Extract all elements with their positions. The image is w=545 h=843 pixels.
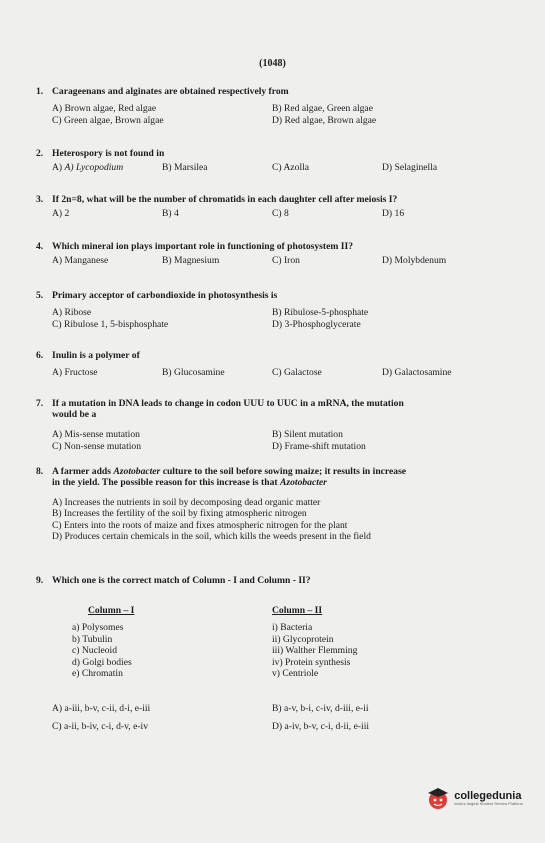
column-2-item: ii) Glycoprotein [272,633,334,645]
paper-code: (1048) [259,58,286,69]
option-a: A) a-iii, b-v, c-ii, d-i, e-iii [52,703,151,714]
option-c: C) Non-sense mutation [52,441,141,452]
option-a: A) Fructose [52,367,98,378]
question-text: Heterospory is not found in [52,148,165,159]
option-d: D) Selaginella [382,162,438,173]
option-d: D) 16 [382,208,405,219]
column-1-header: Column – I [88,605,135,616]
column-1-item: e) Chromatin [72,668,123,680]
option-b: B) Ribulose-5-phosphate [272,307,369,318]
column-1-item: c) Nucleoid [72,645,118,657]
question-7: 7. If a mutation in DNA leads to change in codon UUU to UUC in a mRNA, the mutation would be a A) Mis-sense mutation B) Silent mutation C) Non-sense mutation D) Frame-shift mutation [36,398,516,453]
option-c: C) Iron [272,255,300,266]
question-9: 9. Which one is the correct match of Column - I and Column - II? Column – I a) Polysomes b) Tubulin c) Nucleoid d) Golgi bodies e) Chromatin Column – II i) Bacteria ii) Glycoprotein iii) Walther Flemming iv) Protein synthesis v) Centriole A) a-iii, b-v, c-ii, d-i, e-iii B) a-v, b-i, c-iv, d-iii, e-ii C) a-ii, b-iv, c-i, d-v, e-iv D) a-iv, b-v, c-i, d-ii, e-iii [36,575,370,732]
question-2: 2. Heterospory is not found in A) A) Lycopodium B) Marsilea C) Azolla D) Selaginella [36,148,438,173]
column-2 [272,605,357,679]
option-a: A) Lycopodium [64,162,124,173]
question-text: Carageenans and alginates are obtained respectively from [52,86,289,97]
column-2-item: iii) Walther Flemming [272,645,358,657]
option-c: C) Ribulose 1, 5-bisphosphate [52,319,169,330]
column-1-item: b) Tubulin [72,633,113,645]
collegedunia-logo [425,785,523,811]
option-b: B) 4 [162,208,179,219]
option-b: B) Red algae, Green algae [272,103,373,114]
option-c: C) 8 [272,208,289,219]
option-b: B) Increases the fertility of the soil by fixing atmospheric nitrogen [52,508,307,520]
option-b: B) Magnesium [162,255,220,266]
option-a: A) 2 [52,208,70,219]
question-3: 3. If 2n=8, what will be the number of chromatids in each daughter cell after meiosis I? A) 2 B) 4 C) 8 D) 16 [36,194,405,219]
graduate-icon [425,785,451,811]
option-c: C) Azolla [272,162,310,173]
question-text-cont: would be a [52,409,97,420]
question-text: If 2n=8, what will be the number of chromatids in each daughter cell after meiosis I? [52,194,398,205]
logo-name: collegedunia [454,790,522,802]
option-c: C) a-ii, b-iv, c-i, d-v, e-iv [52,721,148,732]
question-text: Which one is the correct match of Column - I and Column - II? [52,575,311,586]
option-a: A) Ribose [52,307,92,318]
question-text: If a mutation in DNA leads to change in codon UUU to UUC in a mRNA, the mutation [52,398,404,409]
option-d: D) Produces certain chemicals in the soil, which kills the weeds present in the field [52,530,371,542]
option-c: C) Green algae, Brown algae [52,115,164,126]
column-2-header: Column – II [272,605,323,616]
option-c: C) Enters into the roots of maize and fixes atmospheric nitrogen for the plant [52,519,348,531]
column-1-item: a) Polysomes [72,622,124,634]
column-1-item: d) Golgi bodies [72,656,132,668]
question-4: 4. Which mineral ion plays important role in functioning of photosystem II? A) Manganese B) Magnesium C) Iron D) Molybdenum [36,241,447,266]
question-text: Inulin is a polymer of [52,350,140,361]
option-a: A) Manganese [52,255,109,266]
option-a: A) Increases the nutrients in soil by decomposing dead organic matter [52,497,321,508]
question-8: 8. A farmer adds Azotobacter culture to the soil before sowing maize; it results in increase in the yield. The possible reason for this increase is that Azotobacter A) Increases the nutrients in soil by decomposing dead organic matter B) Increases the fertility of the soil by fixing atmospheric nitrogen C) Enters into the roots of maize and fixes atmospheric nitrogen for the plant D) Produces certain chemicals in the soil, which kills the weeds present in the field [36,466,516,542]
column-2-item: iv) Protein synthesis [272,656,351,668]
question-6: 6. Inulin is a polymer of A) Fructose B) Glucosamine C) Galactose D) Galactosamine [36,350,452,378]
option-c: C) Galactose [272,367,322,378]
question-text: Which mineral ion plays important role in functioning of photosystem II? [52,241,353,252]
option-a: A) Brown algae, Red algae [52,103,157,114]
option-b: B) Glucosamine [162,367,225,378]
option-d: D) a-iv, b-v, c-i, d-ii, e-iii [272,721,370,732]
option-d: D) Galactosamine [382,367,452,378]
question-text: Primary acceptor of carbondioxide in photosynthesis is [52,290,278,301]
column-2-item: v) Centriole [272,668,319,680]
logo-tagline: India's largest Student Review Platform [454,802,523,806]
option-d: D) Frame-shift mutation [272,441,366,452]
column-2-item: i) Bacteria [272,622,313,634]
column-1 [72,605,135,680]
question-1: 1. Carageenans and alginates are obtained respectively from A) Brown algae, Red algae B) Red algae, Green algae C) Green algae, Brown algae D) Red algae, Brown algae [36,86,377,126]
option-d: D) Red algae, Brown algae [272,115,377,126]
option-d: D) Molybdenum [382,255,447,266]
question-5: 5. Primary acceptor of carbondioxide in photosynthesis is A) Ribose B) Ribulose-5-phosphate C) Ribulose 1, 5-bisphosphate D) 3-Phosphoglycerate [36,290,369,330]
option-d: D) 3-Phosphoglycerate [272,319,361,330]
option-a: A) Mis-sense mutation [52,429,140,440]
option-b: B) Marsilea [162,162,208,173]
option-b: B) Silent mutation [272,429,343,440]
option-b: B) a-v, b-i, c-iv, d-iii, e-ii [272,703,369,714]
